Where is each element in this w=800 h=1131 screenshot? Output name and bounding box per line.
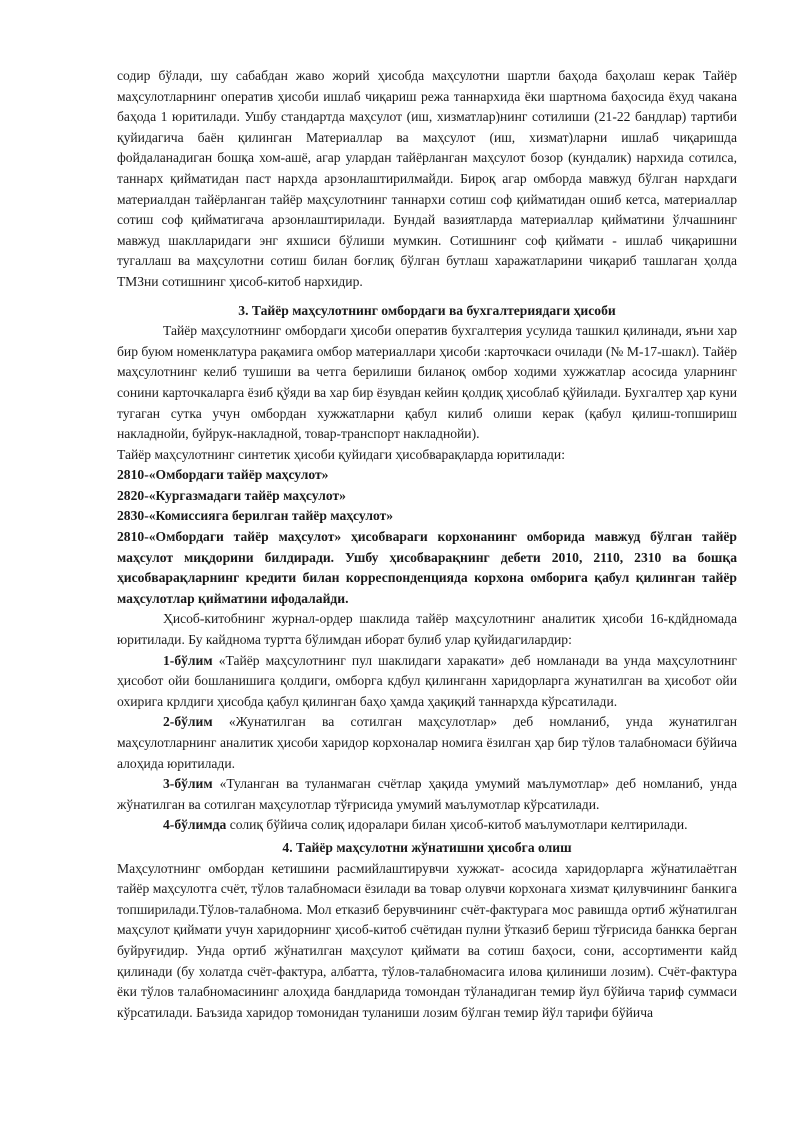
account-2810: 2810-«Омбордаги тайёр маҳсулот»: [117, 467, 329, 483]
section-heading-3: 3. Тайёр маҳсулотнинг омбордаги ва бухгалтериядаги ҳисоби: [238, 302, 616, 318]
part-3-label: 3-бўлим: [163, 776, 213, 792]
part-3-text: «Туланган ва туланмаган счётлар ҳақида умумий маълумотлар» деб номланиб, унда жўнатилган ва сотилган маҳсулотлар тўғрисида умумий маълумотлар кўрсатилади.: [117, 776, 737, 812]
paragraph-journal-order: Ҳисоб-китобнинг журнал-ордер шаклида тайёр маҳсулотнинг аналитик ҳисоби 16-кдйдномада юритилади. Бу кайднома туртта бўлимдан иборат булиб улар қуйидагилардир:: [117, 611, 737, 648]
section-heading-4: 4. Тайёр маҳсулотни жўнатишни ҳисобга олиш: [282, 839, 572, 855]
part-4-label: 4-бўлимда: [163, 817, 227, 833]
section-part-1: [117, 651, 737, 713]
paragraph-synthetic-accounts: Тайёр маҳсулотнинг синтетик ҳисоби қуйидаги ҳисобварақларда юритилади:: [117, 446, 565, 462]
part-4-text: солиқ бўйича солиқ идоралари билан ҳисоб-китоб маълумотлари келтирилади.: [226, 817, 688, 833]
paragraph-warehouse-accounting: Тайёр маҳсулотнинг омбордаги ҳисоби оператив бухгалтерия усулида ташкил қилинади, яъни хар бир буюм номенклатура рақамига омбор материаллари ҳисоби :карточкаси очилади (№ М-17-шакл). Тайёр маҳсулотнинг келиб тушиши ва четга берилиши биланоқ омбор ходими хужжатлар асосида уларнинг сонини карточкаларга ёзиб қўяди ва хар бир ёзувдан кейин қолдиқ ҳисоблаб қўйилади. Бухгалтер ҳар куни тугаган сутка учун омбордан хужжатларни қабул килиб олиши керак (қабул қилиш-топшириш накладнойи, буйрук-накладной, товар-транспорт накладнойи).: [117, 323, 737, 442]
account-2830: 2830-«Комиссияга берилган тайёр маҳсулот»: [117, 508, 394, 524]
part-1-text: «Тайёр маҳсулотнинг пул шаклидаги харакати» деб номланади ва унда маҳсулотнинг ҳисобот ойи бошланишига қолдиги, омборга кдбул қилинганн харидорларга жунатилган ва ҳисобот ойи охирига крлдиги ҳисобда қабул қилинган баҳо ҳамда ҳақиқий таннархда кўрсатилади.: [117, 652, 737, 709]
section-part-4: [117, 815, 737, 836]
section-part-2: [117, 712, 737, 774]
part-2-text: «Жунатилган ва сотилган маҳсулотлар» деб номланиб, унда жунатилган маҳсулотларнинг аналитик ҳисоби харидор корхоналар номига ёзилган ҳар бир тўлов талабномаси бўйича алоҳида юритилади.: [117, 714, 737, 771]
paragraph-shipment: Маҳсулотнинг омбордан кетишини расмийлаштирувчи хужжат- асосида харидорларга жўнатилаётган тайёр маҳсулотга счёт, тўлов талабномаси ёзилади ва товар олувчи корхонага хизмат қилувчининг банкига топширилади.Тўлов-талабнома. Мол етказиб берувчининг счёт-фактурага мос равишда ортиб жўнатилган маҳсулот қиймати учун харидорнинг ҳисоб-китоб счётидан пулни ўтказиб бериш тўғрисида банкка берган буйруғидир. Унда ортиб жўнатилган маҳсулот қиймати ва сотиш баҳоси, сони, ассортименти кайд қилинади (бу холатда счёт-фактура, албатта, тўлов-талабномасига илова қилиниши лозим). Счёт-фактура ёки тўлов талабномасининг алоҳида бандларида томондан тўланадиган темир йул бўйича тариф суммаси кўрсатилади. Баъзида харидор томонидан туланиши лозим бўлган темир йўл тарифи бўйича: [117, 860, 737, 1020]
paragraph-intro: содир бўлади, шу сабабдан жаво жорий ҳисобда маҳсулотни шартли баҳода баҳолаш керак Тайёр маҳсулотларнинг оператив ҳисоби ишлаб чиқариш режа таннархида ёки шартнома баҳосида ёхуд чакана баҳода 1 юритилади. Ушбу стандартда маҳсулот (иш, хизматлар)нинг сотилиши (21-22 бандлар) тартиби қуйидагича баён қилинган Материаллар ва маҳсулот (иш, хизмат)ларни ишлаб чиқаришда фойдаланадиган бошқа хом-ашё, агар улардан тайёрланган маҳсулот бозор (кундалик) нархида сотилса, таннарх қийматидан паст нархда арзонлаштирилмайди. Бироқ агар омборда мавжуд бўлган нархдаги материалдан тайёрланган тайёр маҳсулотнинг таннархи сотиш соф қийматидан ошиб кетса, материаллар сотиш соф қийматигача арзонлаштирилади. Бундай вазиятларда материаллар қийматини ўлчашнинг мавжуд шаклларидаги энг яхшиси бўлиши мумкин. Сотишнинг соф қиймати - ишлаб чиқаришни тугаллаш ва маҳсулотни сотиш билан боғлиқ бўлган бутлаш харажатларини чиқариб ташлаган ҳолда ТМЗни сотишнинг ҳисоб-китоб нархидир.: [117, 68, 737, 289]
account-2820: 2820-«Кургазмадаги тайёр маҳсулот»: [117, 487, 346, 503]
document-page: [117, 66, 737, 1023]
paragraph-account-2810-description: 2810-«Омбордаги тайёр маҳсулот» ҳисобвараги корхонанинг омборида мавжуд бўлган тайёр маҳсулот миқдорини билдиради. Ушбу ҳисобварақнинг дебети 2010, 2110, 2310 ва бошқа ҳисобварақларнинг кредити билан корреспонденцияда корхона омборига қабул қилинган тайёр маҳсулотлар қийматини ифодалайди.: [117, 529, 737, 606]
section-part-3: [117, 774, 737, 815]
part-2-label: 2-бўлим: [163, 714, 213, 730]
part-1-label: 1-бўлим: [163, 652, 213, 668]
